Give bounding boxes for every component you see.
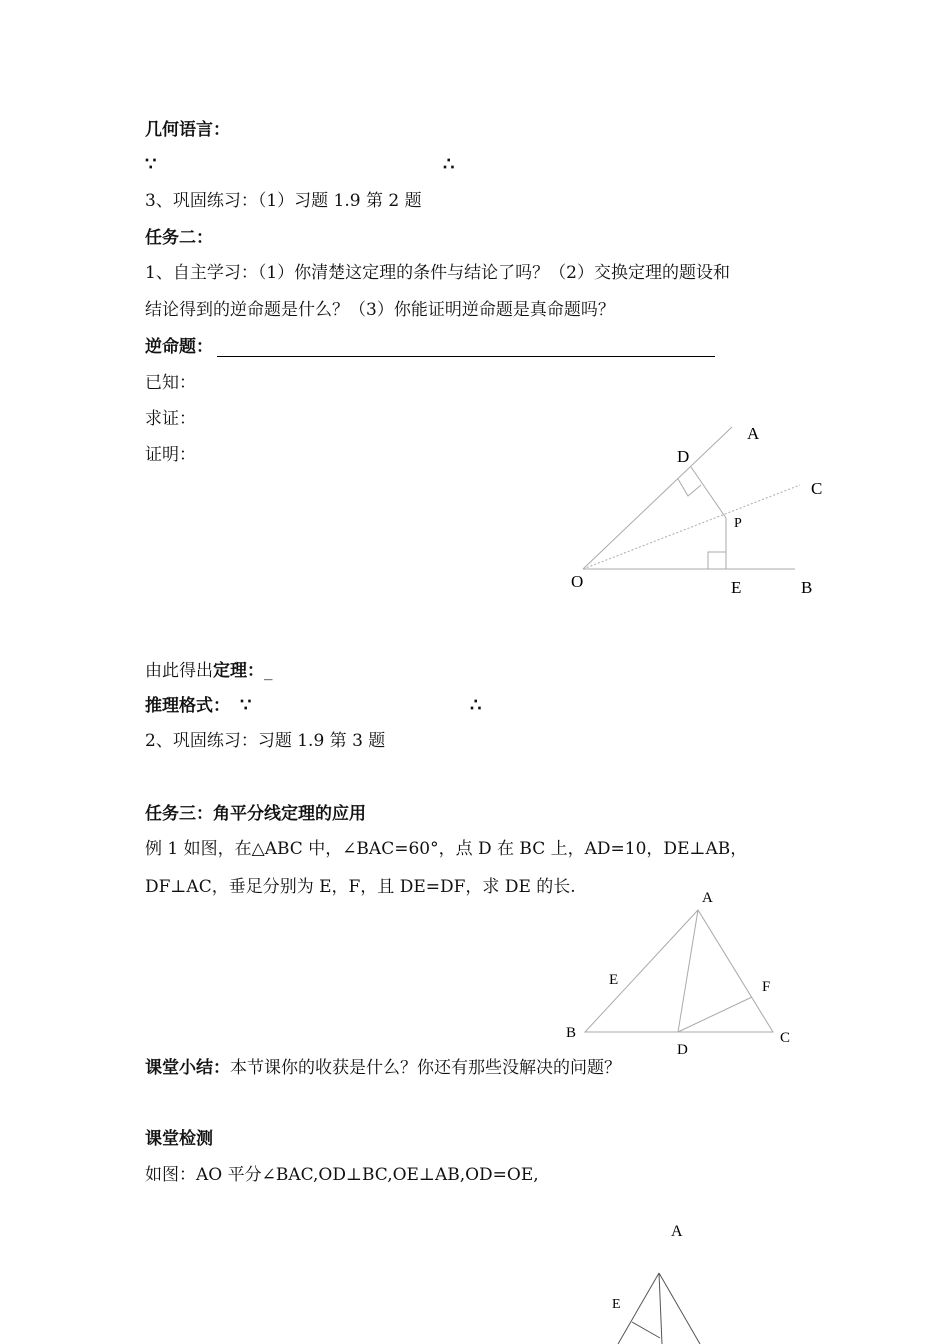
proof-label: 证明： xyxy=(145,445,196,465)
reasoning-therefore-symbol: ∴ xyxy=(470,695,482,716)
derive-prefix: 由此得出 xyxy=(145,661,213,681)
label2-D: D xyxy=(677,1042,688,1058)
geometry-language-heading: 几何语言： xyxy=(145,120,230,140)
label2-B: B xyxy=(566,1025,577,1041)
label-B: B xyxy=(801,578,813,597)
label-E: E xyxy=(731,578,742,597)
figure-class-test xyxy=(618,1273,700,1344)
segment-DP xyxy=(691,467,726,518)
prove-label: 求证： xyxy=(145,409,196,429)
derive-theorem-label: 定理： xyxy=(213,661,264,681)
label-O: O xyxy=(571,572,584,591)
ray-OC-bisector xyxy=(583,485,800,569)
label3-E: E xyxy=(612,1297,621,1312)
label2-F: F xyxy=(762,979,771,995)
reasoning-format-label: 推理格式： xyxy=(145,696,230,716)
class-summary-label: 课堂小结： xyxy=(145,1058,230,1078)
task-three-heading: 任务三：角平分线定理的应用 xyxy=(145,804,366,824)
figure-angle-bisector xyxy=(583,427,800,569)
self-study-line-1: 1、自主学习：（1）你清楚这定理的条件与结论了吗？（2）交换定理的题设和 xyxy=(145,263,730,283)
practice-exercise-2: 2、巩固练习：习题 1.9 第 3 题 xyxy=(145,731,386,751)
known-label: 已知： xyxy=(145,373,196,393)
label-C: C xyxy=(811,479,823,498)
figure-triangle-ABC xyxy=(585,910,773,1032)
label-A: A xyxy=(747,424,760,443)
label-P: P xyxy=(734,516,742,531)
class-summary-text: 本节课你的收获是什么？你还有那些没解决的问题？ xyxy=(230,1058,621,1078)
segment-DF xyxy=(678,997,752,1032)
reasoning-because-symbol: ∵ xyxy=(240,695,252,716)
label2-E: E xyxy=(609,972,619,988)
label3-A: A xyxy=(671,1223,683,1240)
right-angle-mark-D xyxy=(678,479,701,496)
class-test-heading: 课堂检测 xyxy=(145,1129,213,1149)
self-study-line-2: 结论得到的逆命题是什么？（3）你能证明逆命题是真命题吗？ xyxy=(145,300,615,320)
right-angle-mark-E xyxy=(708,552,726,569)
converse-label: 逆命题： xyxy=(145,337,213,357)
label2-A: A xyxy=(702,890,713,906)
segment-AC-partial xyxy=(659,1273,700,1344)
ray-OA xyxy=(583,427,732,569)
example-1-line-1: 例 1 如图，在△ABC 中，∠BAC=60°，点 D 在 BC 上，AD=10，DE⊥AB， xyxy=(145,839,748,859)
derive-blank: _ xyxy=(264,661,273,681)
label-D: D xyxy=(677,447,690,466)
because-symbol: ∵ xyxy=(145,154,157,175)
practice-exercise-1: 3、巩固练习：（1）习题 1.9 第 2 题 xyxy=(145,191,422,211)
triangle-ABC xyxy=(585,910,773,1032)
task-two-heading: 任务二： xyxy=(145,228,213,248)
therefore-symbol: ∴ xyxy=(443,154,455,175)
example-1-line-2: DF⊥AC，垂足分别为 E，F，且 DE=DF，求 DE 的长. xyxy=(145,877,576,897)
class-test-problem: 如图：AO 平分∠BAC,OD⊥BC,OE⊥AB,OD=OE, xyxy=(145,1165,539,1185)
segment-EO-partial xyxy=(632,1322,660,1338)
label2-C: C xyxy=(780,1030,791,1046)
bisector-AO-partial xyxy=(659,1273,662,1344)
